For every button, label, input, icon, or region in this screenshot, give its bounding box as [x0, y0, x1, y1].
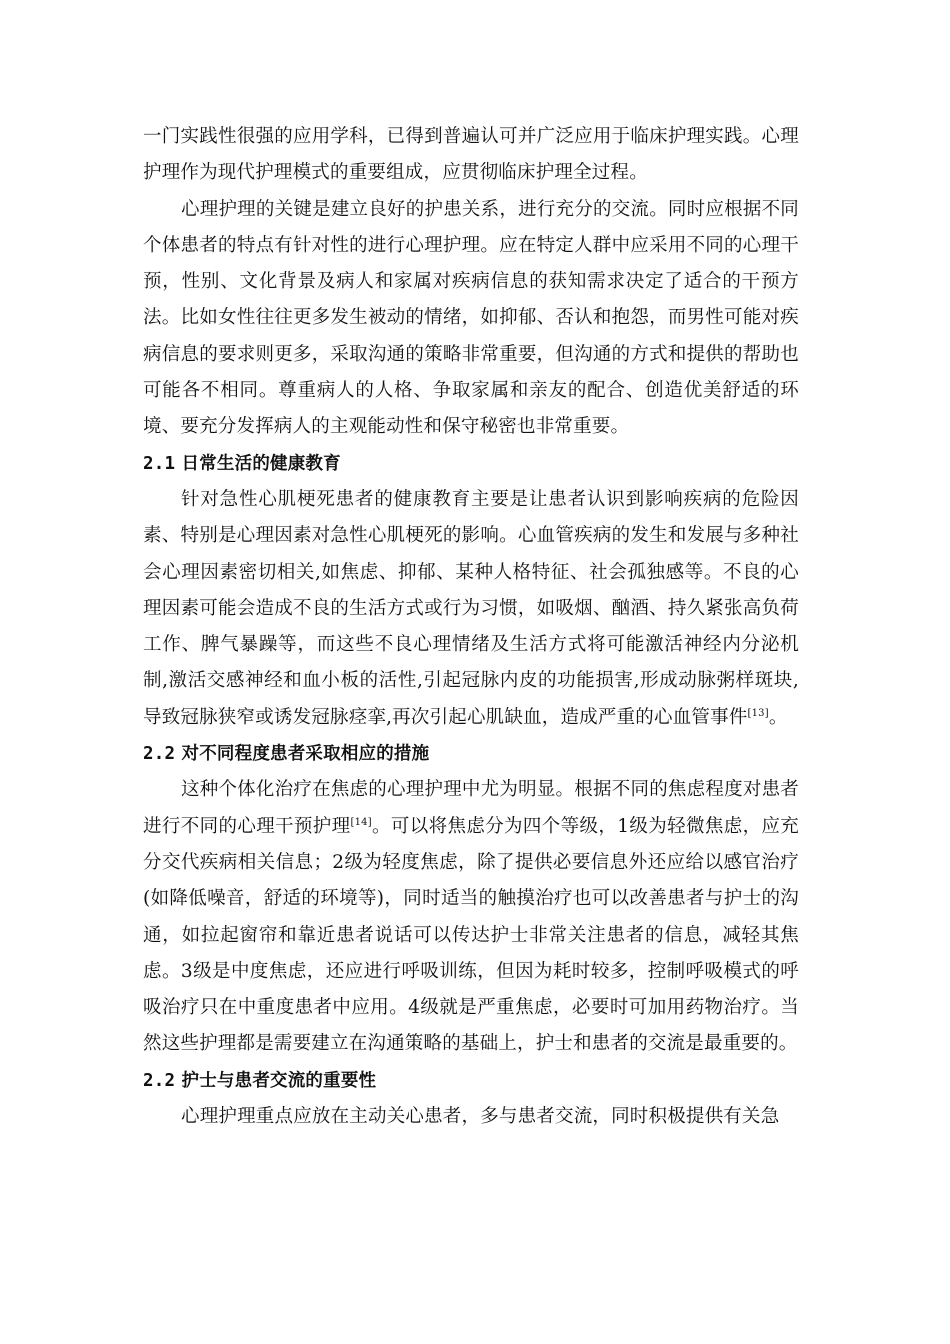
document-body — [143, 119, 799, 1135]
section-number: 2.1 — [143, 453, 176, 474]
section-heading-2-2-communication — [143, 1063, 799, 1099]
section-title: 日常生活的健康教育 — [181, 453, 341, 474]
paragraph-health-education — [143, 482, 799, 736]
section-title: 护士与患者交流的重要性 — [181, 1070, 377, 1091]
paragraph-text-continued: 。可以将焦虑分为四个等级，1级为轻微焦虑，应充分交代疾病相关信息；2级为轻度焦虑，除了提供必要信息外还应给以感官治疗(如降低噪音，舒适的环境等)，同时适当的触摸治疗也可以改善患者与护士的沟通，如拉起窗帘和靠近患者说话可以传达护士非常关注患者的信息，减轻其焦虑。3级是中度焦虑，还应进行呼吸训练，但因为耗时较多，控制呼吸模式的呼吸治疗只在中重度患者中应用。4级就是严重焦虑，必要时可加用药物治疗。当然这些护理都是需要建立在沟通策略的基础上，护士和患者的交流是最重要的。 — [143, 815, 799, 1055]
section-number: 2.2 — [143, 1070, 176, 1091]
paragraph-tail: 。 — [768, 706, 788, 728]
paragraph-text: 针对急性心肌梗死患者的健康教育主要是让患者认识到影响疾病的危险因素、特别是心理因素对急性心肌梗死的影响。心血管疾病的发生和发展与多种社会心理因素密切相关,如焦虑、抑郁、某种人格特征、社会孤独感等。不良的心理因素可能会造成不良的生活方式或行为习惯，如吸烟、酗酒、持久紧张高负荷工作、脾气暴躁等，而这些不良心理情绪及生活方式将可能激活神经内分泌机制,激活交感神经和血小板的活性,引起冠脉内皮的功能损害,形成动脉粥样斑块,导致冠脉狭窄或诱发冠脉痉挛,再次引起心肌缺血，造成严重的心血管事件 — [143, 488, 799, 728]
paragraph-communication: 心理护理重点应放在主动关心患者，多与患者交流，同时积极提供有关急 — [181, 1106, 780, 1128]
citation-13: [13] — [747, 707, 769, 719]
section-number: 2.2 — [143, 744, 176, 765]
section-title: 对不同程度患者采取相应的措施 — [181, 744, 430, 765]
citation-14: [14] — [350, 816, 372, 828]
paragraph-continuation: 一门实践性很强的应用学科，已得到普遍认可并广泛应用于临床护理实践。心理护理作为现代护理模式的重要组成，应贯彻临床护理全过程。 — [143, 126, 799, 184]
paragraph-text: 这种个体化治疗在焦虑的心理护理中尤为明显。根据不同的焦虑程度对患者进行不同的心理干预护理 — [143, 779, 799, 837]
paragraph-nursing-relationship: 心理护理的关键是建立良好的护患关系，进行充分的交流。同时应根据不同个体患者的特点有针对性的进行心理护理。应在特定人群中应采用不同的心理干预，性别、文化背景及病人和家属对疾病信息的获知需求决定了适合的干预方法。比如女性往往更多发生被动的情绪，如抑郁、否认和抱怨，而男性可能对疾病信息的要求则更多，采取沟通的策略非常重要，但沟通的方式和提供的帮助也可能各不相同。尊重病人的人格、争取家属和亲友的配合、创造优美舒适的环境、要充分发挥病人的主观能动性和保守秘密也非常重要。 — [143, 198, 799, 438]
paragraph-anxiety-levels — [143, 772, 799, 1062]
section-heading-2-2 — [143, 736, 799, 772]
section-heading-2-1 — [143, 446, 799, 482]
